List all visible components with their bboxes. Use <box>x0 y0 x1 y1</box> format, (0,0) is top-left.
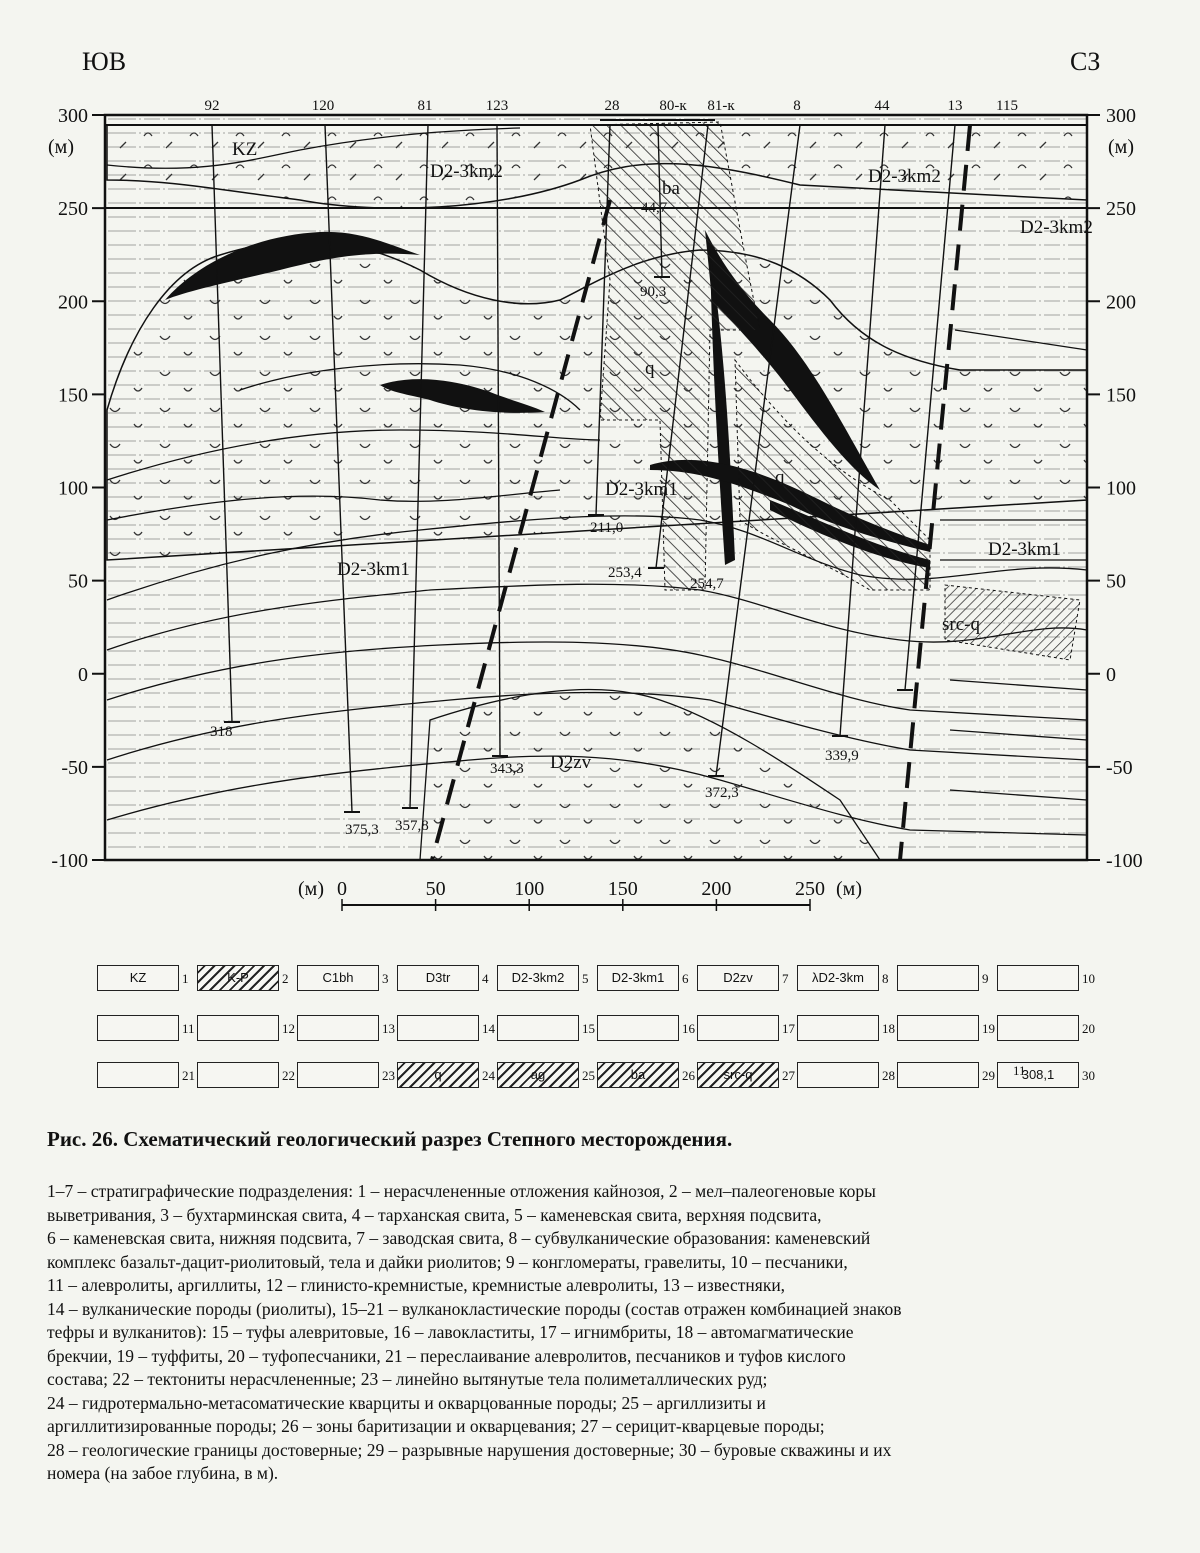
well-depth: 253,4 <box>608 565 642 581</box>
legend-symbol-text: K-P <box>227 970 249 985</box>
tick-label-left: -100 <box>51 850 88 872</box>
legend-number: 26 <box>682 1068 695 1083</box>
label-kz: KZ <box>232 139 258 160</box>
well-number: 44 <box>874 98 890 114</box>
legend-item-13 <box>297 1015 379 1041</box>
scale-tick-label: 250 <box>795 878 825 900</box>
legend-item-20 <box>997 1015 1079 1041</box>
legend-symbol-text: D2-3km2 <box>511 970 565 985</box>
well-depth: 372,3 <box>705 785 739 801</box>
legend-item-6 <box>597 965 679 991</box>
tick-label-left: 50 <box>68 570 88 593</box>
well-number: 80-к <box>659 98 687 114</box>
legend-item-11 <box>97 1015 179 1041</box>
legend-item-1 <box>97 965 179 991</box>
legend-number: 1 <box>182 971 189 986</box>
legend-number: 30 <box>1082 1068 1095 1083</box>
legend-number: 24 <box>482 1068 495 1083</box>
horizontal-scale <box>298 878 862 911</box>
label-src-q: src-q <box>942 614 980 635</box>
legend-item-18 <box>797 1015 879 1041</box>
well-depth: 375,3 <box>345 822 379 838</box>
well-depth: 318 <box>210 724 233 740</box>
well-number: 8 <box>793 98 801 114</box>
well-number: 92 <box>204 98 220 114</box>
tick-label-left: 200 <box>58 291 88 314</box>
legend-item-29 <box>897 1062 979 1088</box>
scale-unit-right: (м) <box>836 878 862 900</box>
legend-number: 11 <box>182 1021 195 1036</box>
well-depth: 254,7 <box>690 576 724 592</box>
right-elevation-axis <box>1087 105 1143 872</box>
legend-number: 9 <box>982 971 989 986</box>
axis-unit-right: (м) <box>1108 136 1134 158</box>
legend-symbol-text: λD2-3km <box>811 970 864 985</box>
legend-number: 12 <box>282 1021 295 1036</box>
direction-left: ЮВ <box>82 47 127 76</box>
label-km2-b: D2-3km2 <box>868 166 941 187</box>
legend-symbol-text: D2-3km1 <box>611 970 665 985</box>
legend-item-9 <box>897 965 979 991</box>
legend-symbol-text: D3tr <box>425 970 451 985</box>
legend-item-25 <box>497 1062 579 1088</box>
legend-number: 5 <box>582 971 589 986</box>
legend-item-24 <box>397 1062 479 1088</box>
legend-item-5 <box>497 965 579 991</box>
label-ba-depth: 44,7 <box>641 200 668 216</box>
legend-number: 22 <box>282 1068 295 1083</box>
tick-label-right: 0 <box>1106 663 1116 686</box>
legend-symbol-text: ag <box>530 1067 546 1082</box>
legend-item-27 <box>697 1062 779 1088</box>
legend-number: 16 <box>682 1021 695 1036</box>
legend-item-2 <box>197 965 279 991</box>
scale-tick-label: 0 <box>337 878 347 900</box>
legend-item-4 <box>397 965 479 991</box>
legend-number: 6 <box>682 971 689 986</box>
tick-label-left: 100 <box>58 477 88 500</box>
legend-symbol-text: q <box>434 1067 442 1082</box>
well-depth: 357,8 <box>395 818 429 834</box>
tick-label-left: 0 <box>78 663 88 686</box>
legend-item-26 <box>597 1062 679 1088</box>
legend-symbol-text: D2zv <box>723 970 753 985</box>
tick-label-right: 300 <box>1106 105 1136 127</box>
legend-number: 3 <box>382 971 389 986</box>
tick-label-right: 100 <box>1106 477 1136 500</box>
legend-number: 23 <box>382 1068 395 1083</box>
legend-item-16 <box>597 1015 679 1041</box>
legend-item-30 <box>997 1062 1079 1088</box>
axis-unit-left: (м) <box>48 136 74 158</box>
legend-number: 21 <box>182 1068 195 1083</box>
well-depth: 211,0 <box>590 520 624 536</box>
legend-item-28 <box>797 1062 879 1088</box>
well-number: 28 <box>604 98 620 114</box>
label-q-b: q <box>775 467 785 488</box>
left-elevation-axis <box>51 105 105 872</box>
tick-label-right: 250 <box>1106 198 1136 221</box>
legend-number: 27 <box>782 1068 795 1083</box>
legend-item-8 <box>797 965 879 991</box>
legend-number: 28 <box>882 1068 895 1083</box>
label-km1-a: D2-3km1 <box>605 479 678 500</box>
legend-symbol-text: 308,1 <box>1021 1067 1055 1082</box>
well-depth: 343,3 <box>490 761 524 777</box>
tick-label-right: -50 <box>1106 756 1133 779</box>
scale-tick-label: 100 <box>514 878 545 900</box>
legend-item-12 <box>197 1015 279 1041</box>
tick-label-left: 250 <box>58 198 88 221</box>
legend-number: 10 <box>1082 971 1095 986</box>
legend-number: 4 <box>482 971 489 986</box>
well-number: 81 <box>417 98 433 114</box>
legend-symbol-text: KZ <box>129 970 147 985</box>
well-115 <box>996 98 1018 114</box>
scale-tick-label: 50 <box>425 878 446 900</box>
legend-item-19 <box>897 1015 979 1041</box>
legend-number: 13 <box>382 1021 395 1036</box>
tick-label-left: -50 <box>61 756 88 779</box>
scale-tick-label: 150 <box>607 878 638 900</box>
label-km1-c: D2-3km1 <box>988 539 1061 560</box>
label-km2-c: D2-3km2 <box>1020 217 1093 238</box>
figure-title: Рис. 26. Схематический геологический разрез Степного месторождения. <box>47 1127 733 1151</box>
legend-number: 8 <box>882 971 889 986</box>
legend-item-15 <box>497 1015 579 1041</box>
legend-item-17 <box>697 1015 779 1041</box>
scale-tick-label: 200 <box>701 878 732 900</box>
tick-label-right: 200 <box>1106 291 1136 314</box>
well-depth: 90,3 <box>640 284 667 300</box>
tick-label-right: 50 <box>1106 570 1126 593</box>
well-number: 81-к <box>707 98 735 114</box>
legend-number: 17 <box>782 1021 795 1036</box>
direction-right: СЗ <box>1070 47 1101 76</box>
legend-number: 25 <box>582 1068 595 1083</box>
label-km2-a: D2-3km2 <box>430 161 503 182</box>
legend-symbol-text: src-q <box>723 1067 753 1082</box>
legend-item-14 <box>397 1015 479 1041</box>
label-q-a: q <box>645 358 655 379</box>
legend-item-21 <box>97 1062 179 1088</box>
legend-item-23 <box>297 1062 379 1088</box>
tick-label-right: -100 <box>1106 850 1143 872</box>
legend-symbol-text: C1bh <box>322 970 354 985</box>
legend-item-10 <box>997 965 1079 991</box>
legend-number: 14 <box>482 1021 495 1036</box>
legend-item-3 <box>297 965 379 991</box>
tick-label-right: 150 <box>1106 384 1136 407</box>
legend-number: 29 <box>982 1068 995 1083</box>
legend-number: 15 <box>582 1021 595 1036</box>
label-km1-b: D2-3km1 <box>337 559 410 580</box>
label-ba: ba <box>662 178 680 199</box>
legend-number: 19 <box>982 1021 995 1036</box>
legend-item-7 <box>697 965 779 991</box>
label-zv: D2zv <box>550 752 592 773</box>
well-number: 115 <box>996 98 1018 114</box>
well-depth: 339,9 <box>825 748 859 764</box>
well-number: 13 <box>947 98 963 114</box>
legend-number: 20 <box>1082 1021 1095 1036</box>
tick-label-left: 150 <box>58 384 88 407</box>
legend-number: 7 <box>782 971 789 986</box>
tick-label-left: 300 <box>58 105 88 127</box>
legend-number: 2 <box>282 971 289 986</box>
legend-well-id: 11 <box>1013 1063 1026 1078</box>
well-number: 123 <box>485 98 509 114</box>
legend-item-22 <box>197 1062 279 1088</box>
scale-unit-left: (м) <box>298 878 324 900</box>
figure-caption: 1–7 – стратиграфические подразделения: 1 – нерасчлененные отложения кайнозоя, 2 – мел–палеогеновые коры выветривания, 3 – бухтарминская свита, 4 – тарханская свита, 5 – каменевская свита, верхняя подсвита, 6 – каменевская свита, нижняя подсвита, 7 – заводская свита, 8 – субвулканические образования: каменевский комплекс базальт-дацит-риолитовый, тела и дайки риолитов; 9 – конгломераты, гравелиты, 10 – песчаники, 11 – алевролиты, аргиллиты, 12 – глинисто-кремнистые, кремнистые алевролиты, 13 – известняки, 14 – вулканические породы (риолиты), 15–21 – вулканокластические породы (состав отражен комбинацией знаков тефры и вулканитов): 15 – туфы алевритовые, 16 – лавокластиты, 17 – игнимбриты, 18 – автомагматические брекчии, 19 – туффиты, 20 – туфопесчаники, 21 – переслаивание алевролитов, песчаников и туфов кислого состава; 22 – тектониты нерасчлененные; 23 – линейно вытянутые тела полиметаллических руд; 24 – гидротермально-метасоматические кварциты и окварцованные породы; 25 – аргиллизиты и аргиллитизированные породы; 26 – зоны баритизации и окварцевания; 27 – серицит-кварцевые породы; 28 – геологические границы достоверные; 29 – разрывные нарушения достоверные; 30 – буровые скважины и их номера (на забое глубина, в м). <box>47 1181 902 1483</box>
legend-number: 18 <box>882 1021 895 1036</box>
legend-symbol-text: ba <box>630 1067 646 1082</box>
well-number: 120 <box>311 98 335 114</box>
